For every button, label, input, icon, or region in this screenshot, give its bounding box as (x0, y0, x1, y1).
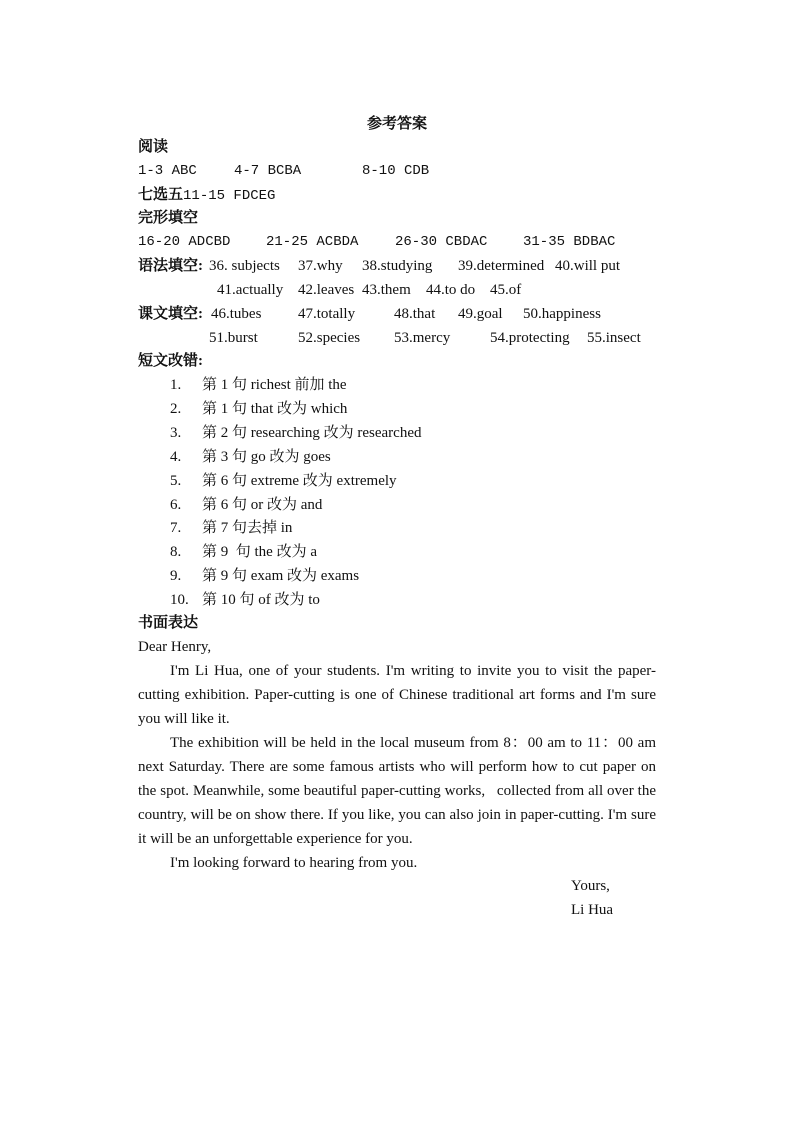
correction-text: 第 9 句 exam 改为 exams (202, 568, 360, 584)
correction-text: 第 7 句去掉 in (202, 520, 293, 536)
seven-choose-five-line (138, 185, 275, 206)
correction-text: 第 9 句 the 改为 a (202, 544, 317, 560)
grammar-answer: 38.studying (362, 258, 433, 274)
page-title: 参考答案 (366, 116, 427, 132)
reading-answer-2: 4-7 BCBA (234, 163, 302, 179)
letter-paragraph-2: The exhibition will be held in the local museum from 8：00 am to 11：00 am next Saturday. There are some famous artists who will perform how to cut paper on the spot. Meanwhile, some beautiful paper-cutting works, collected from all over the country, will be on show there. If you like, you can also join in paper-cutting. I'm sure it will be an unforgettable experience for you. (138, 735, 660, 847)
text-fill-answer: 48.that (394, 306, 436, 322)
text-fill-answer: 54.protecting (490, 330, 570, 346)
grammar-heading: 语法填空: (138, 258, 203, 274)
grammar-answer: 39.determined (458, 258, 545, 274)
correction-number: 10. (170, 592, 189, 608)
letter-paragraph-3: I'm looking forward to hearing from you. (170, 855, 418, 871)
grammar-answer: 36. subjects (209, 258, 280, 274)
cloze-answer-3: 26-30 CBDAC (395, 234, 488, 250)
grammar-answer: 45.of (490, 282, 522, 298)
correction-text: 第 2 句 researching 改为 researched (202, 425, 422, 441)
letter-signature: Li Hua (571, 902, 614, 918)
correction-number: 5. (170, 473, 182, 489)
correction-number: 3. (170, 425, 182, 441)
grammar-answer: 40.will put (555, 258, 621, 274)
cloze-answer-4: 31-35 BDBAC (523, 234, 616, 250)
text-fill-answer: 51.burst (209, 330, 258, 346)
text-fill-answer: 52.species (298, 330, 361, 346)
text-fill-answer: 46.tubes (211, 306, 262, 322)
grammar-answer: 42.leaves (298, 282, 355, 298)
text-fill-answer: 49.goal (458, 306, 503, 322)
correction-number: 1. (170, 377, 182, 393)
text-fill-heading: 课文填空: (138, 306, 203, 322)
text-fill-answer: 53.mercy (394, 330, 451, 346)
correction-text: 第 3 句 go 改为 goes (202, 449, 331, 465)
correction-text: 第 1 句 that 改为 which (202, 401, 348, 417)
grammar-answer: 44.to do (426, 282, 476, 298)
letter-paragraph-1: I'm Li Hua, one of your students. I'm writing to invite you to visit the paper-cutting exhibition. Paper-cutting is one of Chinese traditional art forms and I'm sure you will like it. (138, 663, 656, 727)
correction-number: 7. (170, 520, 182, 536)
cloze-answer-1: 16-20 ADCBD (138, 234, 231, 250)
reading-answer-3: 8-10 CDB (362, 163, 430, 179)
correction-text: 第 6 句 or 改为 and (202, 497, 323, 513)
correction-text: 第 10 句 of 改为 to (202, 592, 320, 608)
correction-number: 9. (170, 568, 182, 584)
cloze-heading: 完形填空 (138, 210, 199, 226)
correction-text: 第 1 句 richest 前加 the (202, 377, 347, 393)
correction-text: 第 6 句 extreme 改为 extremely (202, 473, 397, 489)
grammar-answer: 41.actually (217, 282, 284, 298)
letter-greeting: Dear Henry, (138, 639, 212, 655)
grammar-answer: 37.why (298, 258, 343, 274)
reading-answer-1: 1-3 ABC (138, 163, 197, 179)
correction-number: 4. (170, 449, 182, 465)
correction-number: 2. (170, 401, 182, 417)
text-fill-answer: 50.happiness (523, 306, 601, 322)
seven-choose-five-heading: 七选五 (138, 187, 184, 203)
letter-closing: Yours, (571, 878, 610, 894)
cloze-answer-2: 21-25 ACBDA (266, 234, 359, 250)
text-fill-answer: 47.totally (298, 306, 356, 322)
correction-heading: 短文改错: (138, 353, 203, 369)
reading-heading: 阅读 (138, 139, 169, 155)
correction-number: 8. (170, 544, 182, 560)
correction-number: 6. (170, 497, 182, 513)
text-fill-answer: 55.insect (587, 330, 641, 346)
seven-choose-five-answer: 11-15 FDCEG (183, 188, 276, 204)
writing-heading: 书面表达 (138, 615, 199, 631)
grammar-answer: 43.them (362, 282, 411, 298)
